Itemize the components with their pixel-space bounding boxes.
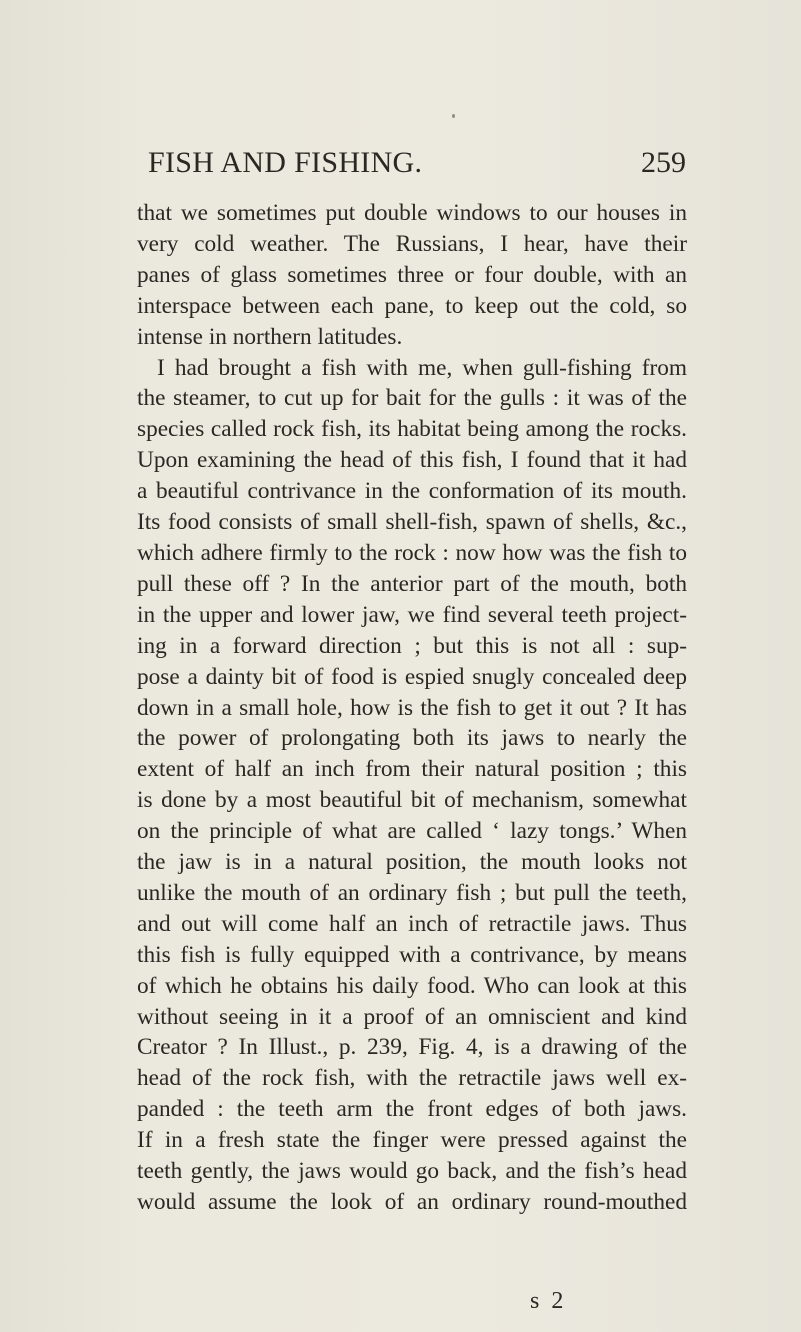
text-line: a beautiful contrivance in the conformation of its mouth. xyxy=(137,478,687,505)
text-line: pose a dainty bit of food is espied snugly concealed deep xyxy=(137,663,687,690)
text-line: panes of glass sometimes three or four double, with an xyxy=(137,261,687,288)
text-line: head of the rock fish, with the retractile jaws well ex- xyxy=(137,1065,687,1092)
text-line: on the principle of what are called ‘ lazy tongs.’ When xyxy=(137,818,687,845)
text-line: would assume the look of an ordinary round-mouthed xyxy=(137,1189,687,1215)
text-line: of which he obtains his daily food. Who can look at this xyxy=(137,972,687,999)
text-line: is done by a most beautiful bit of mechanism, somewhat xyxy=(137,787,687,814)
text-line: intense in northern latitudes. xyxy=(137,323,403,350)
text-line: teeth gently, the jaws would go back, and the fish’s head xyxy=(137,1158,687,1185)
text-line: panded : the teeth arm the front edges of both jaws. xyxy=(137,1096,687,1123)
text-line: ing in a forward direction ; but this is not all : sup- xyxy=(137,632,687,659)
text-line: Creator ? In Illust., p. 239, Fig. 4, is a drawing of the xyxy=(137,1034,687,1061)
text-line: the steamer, to cut up for bait for the gulls : it was of the xyxy=(137,385,687,412)
text-line: which adhere firmly to the rock : now how was the fish to xyxy=(137,539,687,566)
text-line: that we sometimes put double windows to our houses in xyxy=(137,200,687,226)
running-head: FISH AND FISHING. xyxy=(148,146,423,179)
text-line: extent of half an inch from their natural position ; this xyxy=(137,756,687,783)
text-line: species called rock fish, its habitat being among the rocks. xyxy=(137,416,687,443)
body-text xyxy=(137,198,687,1218)
text-line: Its food consists of small shell-fish, spawn of shells, &c., xyxy=(137,509,687,536)
text-line: very cold weather. The Russians, I hear, have their xyxy=(137,230,687,257)
text-line: I had brought a fish with me, when gull-fishing from xyxy=(157,354,687,381)
text-line: pull these off ? In the anterior part of the mouth, both xyxy=(137,570,687,597)
text-line: If in a fresh state the finger were pressed against the xyxy=(137,1127,687,1154)
signature-mark: s 2 xyxy=(530,1288,567,1314)
text-line: Upon examining the head of this fish, I found that it had xyxy=(137,447,687,474)
text-line: the power of prolongating both its jaws to nearly the xyxy=(137,725,687,752)
text-line: down in a small hole, how is the fish to get it out ? It has xyxy=(137,694,687,721)
page-number: 259 xyxy=(641,146,686,179)
paper-speck xyxy=(452,114,455,118)
text-line: the jaw is in a natural position, the mouth looks not xyxy=(137,849,687,876)
page-header xyxy=(148,146,686,186)
text-line: unlike the mouth of an ordinary fish ; but pull the teeth, xyxy=(137,879,687,906)
text-line: in the upper and lower jaw, we find several teeth project- xyxy=(137,601,687,628)
text-line: this fish is fully equipped with a contrivance, by means xyxy=(137,941,687,968)
text-line: without seeing in it a proof of an omniscient and kind xyxy=(137,1003,687,1030)
text-line: interspace between each pane, to keep out the cold, so xyxy=(137,292,687,319)
text-line: and out will come half an inch of retractile jaws. Thus xyxy=(137,910,687,937)
